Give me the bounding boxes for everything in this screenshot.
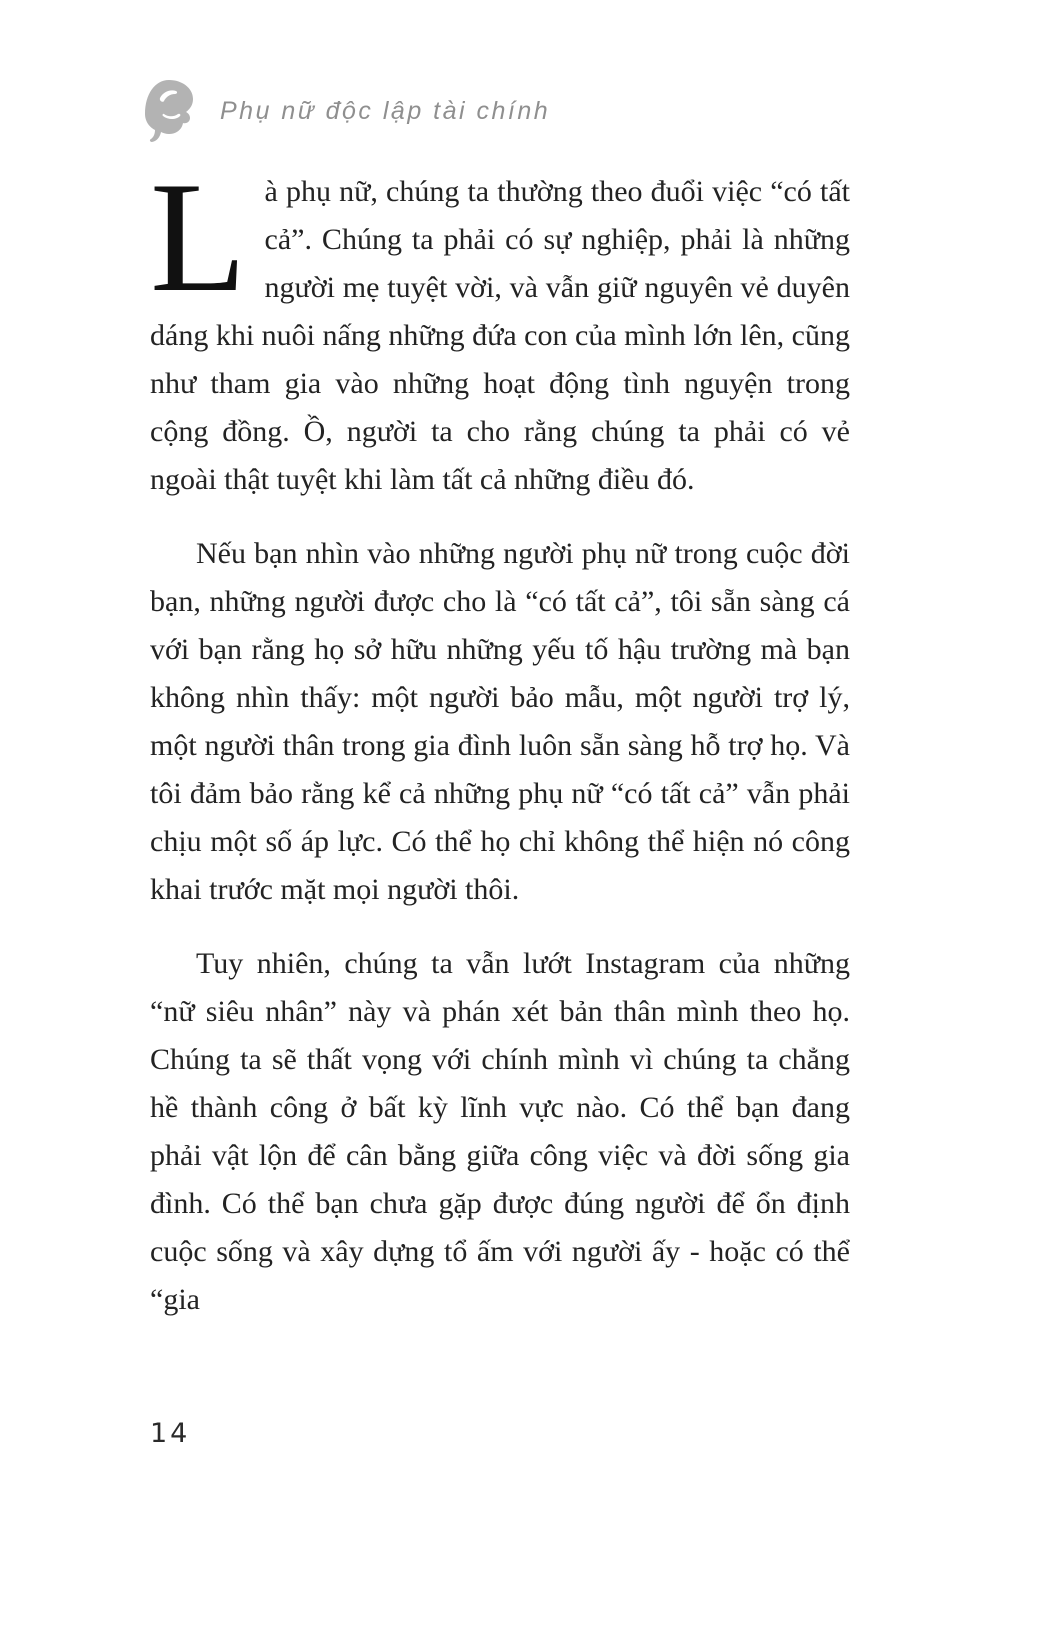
page-footer — [150, 1418, 190, 1449]
paragraph-3: Tuy nhiên, chúng ta vẫn lướt Instagram của những “nữ siêu nhân” này và phán xét bản thân mình theo họ. Chúng ta sẽ thất vọng với chính mình vì chúng ta chẳng hề thành công ở bất kỳ lĩnh vực nào. Có thể bạn đang phải vật lộn để cân bằng giữa công việc và đời sống gia đình. Có thể bạn chưa gặp được đúng người để ổn định cuộc sống và xây dựng tổ ấm với người ấy - hoặc có thể “gia — [150, 947, 850, 1316]
body-text — [150, 150, 850, 1350]
running-head-title: Phụ nữ độc lập tài chính — [220, 96, 551, 125]
paragraph-2: Nếu bạn nhìn vào những người phụ nữ trong cuộc đời bạn, những người được cho là “có tất cả”, tôi sẵn sàng cá với bạn rằng họ sở hữu những yếu tố hậu trường mà bạn không nhìn thấy: một người bảo mẫu, một người trợ lý, một người thân trong gia đình luôn sẵn sàng hỗ trợ họ. Và tôi đảm bảo rằng kể cả những phụ nữ “có tất cả” vẫn phải chịu một số áp lực. Có thể họ chỉ không thể hiện nó công khai trước mặt mọi người thôi. — [150, 537, 850, 906]
page-header — [140, 78, 550, 144]
paragraph-1 — [150, 150, 850, 504]
page-number: 14 — [150, 1418, 191, 1449]
paragraph-1-text: à phụ nữ, chúng ta thường theo đuổi việc “có tất cả”. Chúng ta phải có sự nghiệp, phải là những người mẹ tuyệt vời, và vẫn giữ nguyên vẻ duyên dáng khi nuôi nấng những đứa con của mình lớn lên, cũng như tham gia vào những hoạt động tình nguyện trong cộng đồng. Ồ, người ta cho rằng chúng ta phải có vẻ ngoài thật tuyệt khi làm tất cả những điều đó. — [150, 175, 850, 496]
dropcap-letter: L — [150, 150, 247, 325]
publisher-logo-icon — [140, 78, 198, 144]
